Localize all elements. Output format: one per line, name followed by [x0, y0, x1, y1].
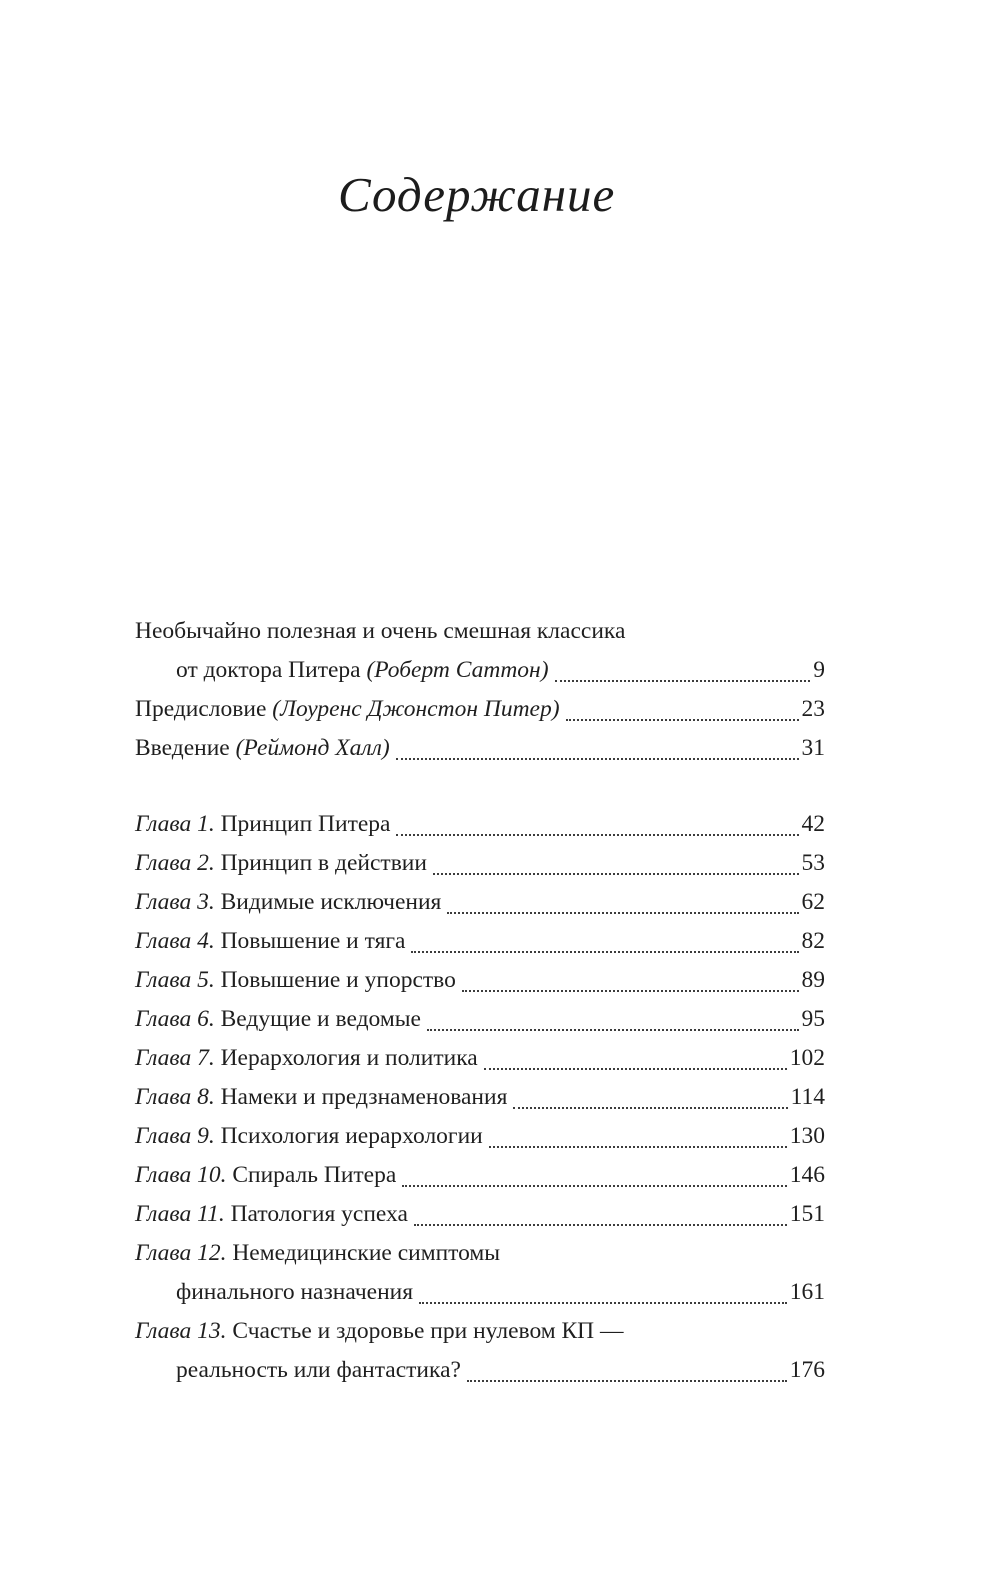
chapter-label: Глава 10.: [135, 1162, 233, 1188]
toc-list: [135, 612, 825, 1390]
toc-entry-label: [135, 1039, 478, 1078]
toc-entry-line: [135, 961, 825, 1000]
page-number: 176: [789, 1357, 825, 1383]
dot-leader: [433, 844, 799, 875]
entry-title: Немедицинские симптомы: [232, 1240, 501, 1266]
toc-entry-label: [135, 729, 390, 768]
entry-title: Необычайно полезная и очень смешная классика: [135, 618, 626, 644]
chapter-label: Глава 4.: [135, 928, 221, 954]
chapter-label: Глава 6.: [135, 1006, 221, 1032]
chapter-label: Глава 13.: [135, 1318, 233, 1344]
toc-entry-label: [135, 1312, 624, 1351]
page-number: 31: [801, 735, 825, 761]
toc-entry-label: [176, 1351, 461, 1390]
dot-leader: [396, 805, 798, 836]
toc-entry-label: [135, 1195, 408, 1234]
page-number: 130: [789, 1123, 825, 1149]
chapter-label: Глава 7.: [135, 1045, 221, 1071]
toc-entry-label: [135, 922, 405, 961]
toc-entry-line: [135, 844, 825, 883]
entry-title: Намеки и предзнаменования: [220, 1084, 508, 1110]
toc-entry-wrap-line: [135, 1234, 825, 1273]
entry-title: Видимые исключения: [220, 889, 442, 915]
entry-title: Психология иерархологии: [220, 1123, 483, 1149]
page-number: 151: [789, 1201, 825, 1227]
toc-entry-label: [135, 883, 441, 922]
entry-author: (Роберт Саттон): [366, 657, 549, 683]
dot-leader: [396, 729, 799, 760]
dot-leader: [462, 961, 799, 992]
toc-entry-line: [135, 883, 825, 922]
entry-title: от доктора Питера: [176, 657, 367, 683]
page-title: Содержание: [338, 167, 616, 222]
toc-entry-label: [135, 805, 390, 844]
dot-leader: [513, 1078, 787, 1109]
dot-leader: [555, 651, 811, 682]
toc-entry-label: [176, 1273, 413, 1312]
chapter-label: Глава 3.: [135, 889, 221, 915]
dot-leader: [419, 1273, 787, 1304]
toc-entry-line: [135, 651, 825, 690]
entry-author: (Реймонд Халл): [235, 735, 390, 761]
dot-leader: [447, 883, 798, 914]
chapter-label: Глава 9.: [135, 1123, 221, 1149]
entry-title: Предисловие: [135, 696, 273, 722]
toc-entry-line: [135, 922, 825, 961]
dot-leader: [467, 1351, 787, 1382]
entry-title: Иерархология и политика: [220, 1045, 478, 1071]
toc-entry-line: [135, 1039, 825, 1078]
page-number: 9: [813, 657, 825, 683]
dot-leader: [484, 1039, 787, 1070]
toc-entry-label: [135, 1156, 396, 1195]
toc-entry-label: [135, 1078, 507, 1117]
chapter-label: Глава 1.: [135, 811, 221, 837]
toc-entry-wrap-line: [135, 1312, 825, 1351]
page-number: 23: [801, 696, 825, 722]
toc-entry-label: [135, 1234, 500, 1273]
entry-title: Повышение и упорство: [220, 967, 456, 993]
entry-title: Принцип Питера: [220, 811, 391, 837]
dot-leader: [411, 922, 798, 953]
toc-entry-line: [135, 1156, 825, 1195]
entry-title: реальность или фантастика?: [176, 1357, 461, 1383]
toc-entry-line: [135, 690, 825, 729]
entry-title: Принцип в действии: [220, 850, 427, 876]
entry-title: Патология успеха: [230, 1201, 408, 1227]
toc-entry-label: [135, 612, 625, 651]
entry-title: Счастье и здоровье при нулевом КП —: [232, 1318, 624, 1344]
chapter-label: Глава 2.: [135, 850, 221, 876]
dot-leader: [566, 690, 799, 721]
toc-entry-line: [135, 1117, 825, 1156]
page-number: 82: [801, 928, 825, 954]
entry-author: (Лоуренс Джонстон Питер): [272, 696, 560, 722]
toc-entry-label: [135, 690, 560, 729]
chapter-label: Глава 12.: [135, 1240, 233, 1266]
page-number: 89: [801, 967, 825, 993]
entry-title: Введение: [135, 735, 236, 761]
chapter-label: Глава 8.: [135, 1084, 221, 1110]
toc-entry-line: [135, 1195, 825, 1234]
toc-entry-line: [135, 729, 825, 768]
page-number: 62: [801, 889, 825, 915]
toc-entry-label: [176, 651, 549, 690]
toc-entry-line: [135, 1273, 825, 1312]
entry-title: Ведущие и ведомые: [220, 1006, 421, 1032]
toc-entry-label: [135, 961, 456, 1000]
entry-title: Повышение и тяга: [220, 928, 406, 954]
page-number: 102: [789, 1045, 825, 1071]
dot-leader: [414, 1195, 787, 1226]
page-number: 53: [801, 850, 825, 876]
page-number: 42: [801, 811, 825, 837]
page-number: 146: [789, 1162, 825, 1188]
toc-entry-label: [135, 844, 427, 883]
entry-title: финального назначения: [176, 1279, 414, 1305]
toc-entry-label: [135, 1000, 421, 1039]
toc-entry-line: [135, 1078, 825, 1117]
dot-leader: [402, 1156, 786, 1187]
dot-leader: [489, 1117, 787, 1148]
entry-title: Спираль Питера: [232, 1162, 397, 1188]
toc-entry-line: [135, 1351, 825, 1390]
toc-entry-label: [135, 1117, 483, 1156]
page-number: 161: [789, 1279, 825, 1305]
toc-entry-line: [135, 805, 825, 844]
page-number: 95: [801, 1006, 825, 1032]
chapter-label: Глава 11.: [135, 1201, 231, 1227]
dot-leader: [427, 1000, 799, 1031]
toc-entry-wrap-line: [135, 612, 825, 651]
chapter-label: Глава 5.: [135, 967, 221, 993]
toc-entry-line: [135, 1000, 825, 1039]
page-number: 114: [790, 1084, 825, 1110]
